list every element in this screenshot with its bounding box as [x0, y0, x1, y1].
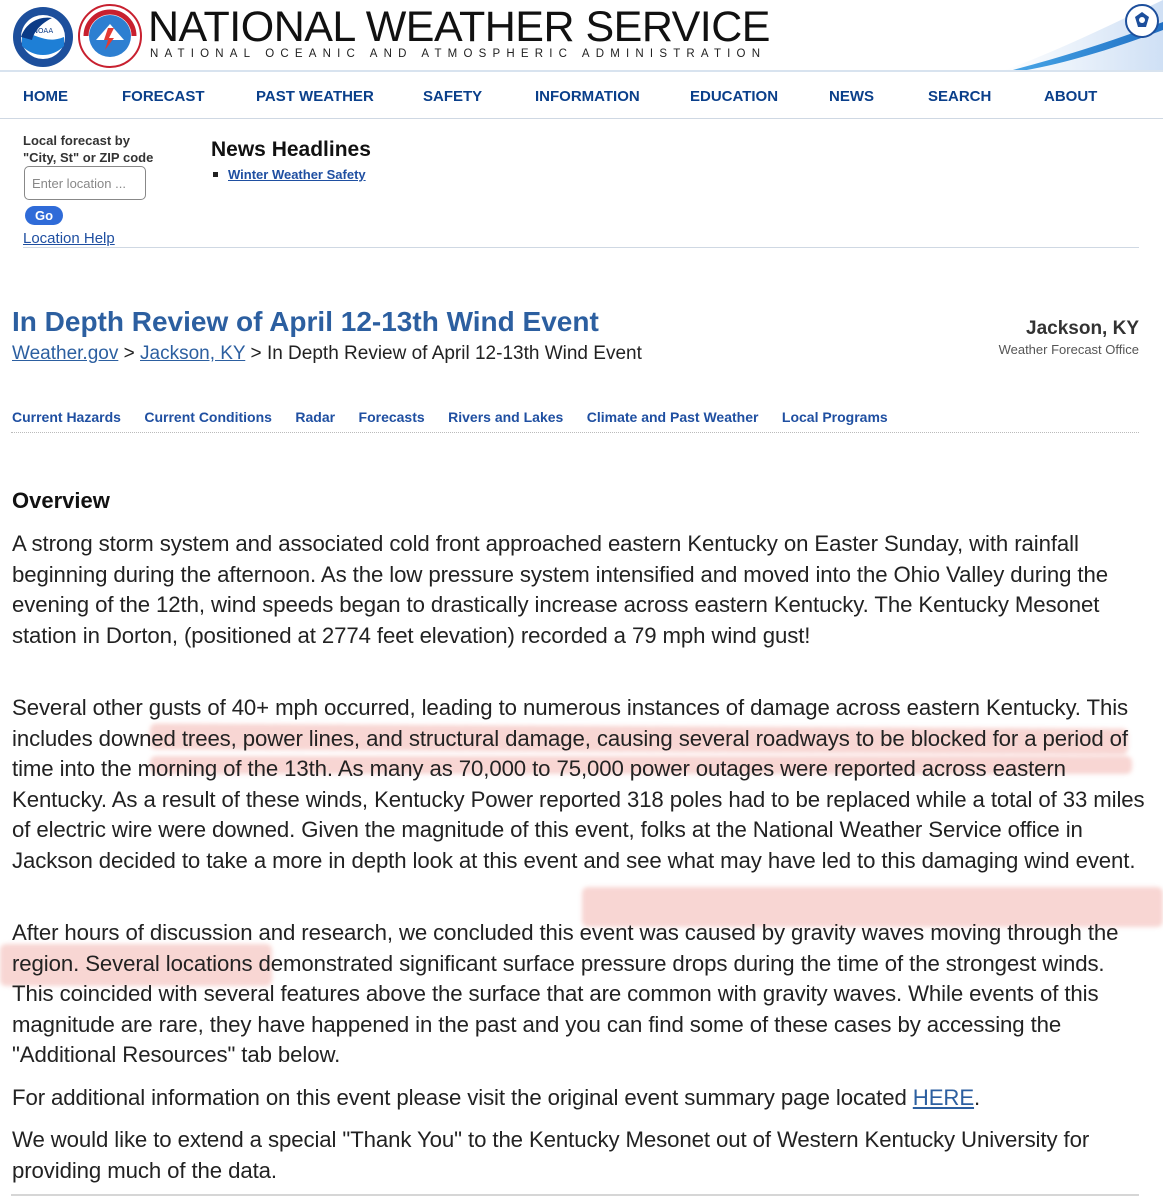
location-input[interactable] — [24, 166, 146, 200]
local-forecast-label-line1: Local forecast by — [23, 133, 130, 148]
subnav-divider — [11, 432, 1139, 433]
subnav-current-hazards[interactable]: Current Hazards — [12, 409, 121, 425]
commerce-seal-icon[interactable] — [1124, 3, 1160, 39]
paragraph-4 — [12, 1083, 1147, 1114]
nav-about[interactable]: ABOUT — [1044, 88, 1098, 105]
go-button[interactable]: Go — [25, 206, 63, 225]
nav-education[interactable]: EDUCATION — [690, 88, 779, 105]
forecast-divider — [23, 247, 1139, 248]
event-summary-link[interactable]: HERE — [912, 1085, 975, 1110]
noaa-logo[interactable] — [12, 6, 74, 68]
site-subtitle: NATIONAL OCEANIC AND ATMOSPHERIC ADMINISTRATION — [150, 48, 767, 60]
breadcrumb-separator: > — [123, 343, 135, 364]
local-forecast-label-line2: "City, St" or ZIP code — [23, 150, 154, 165]
site-title: NATIONAL WEATHER SERVICE — [148, 3, 770, 51]
breadcrumb-separator: > — [250, 343, 262, 364]
subnav-forecasts[interactable]: Forecasts — [358, 409, 425, 425]
nav-forecast[interactable]: FORECAST — [122, 88, 205, 105]
paragraph-2: Several other gusts of 40+ mph occurred, leading to numerous instances of damage across eastern Kentucky. This includes downed trees, power lines, and structural damage, causing several roadways to be blocked for a period of time into the morning of the 13th. As many as 70,000 to 75,000 power outages were reported across eastern Kentucky. As a result of these winds, Kentucky Power reported 318 poles had to be replaced while a total of 33 miles of electric wire were downed. Given the magnitude of this event, folks at the National Weather Service office in Jackson decided to take a more in depth look at this event and see what may have led to this damaging wind event. — [12, 695, 1145, 873]
paragraph-5: We would like to extend a special "Thank You" to the Kentucky Mesonet out of Western Kentucky University for providing much of the data. — [12, 1127, 1090, 1183]
subnav-radar[interactable]: Radar — [295, 409, 336, 425]
content-bottom-border — [11, 1194, 1139, 1196]
paragraph-4-text: For additional information on this event please visit the original event summary page located — [12, 1085, 913, 1110]
nws-logo[interactable] — [78, 4, 142, 68]
location-help-link[interactable]: Location Help — [23, 230, 115, 247]
office-type: Weather Forecast Office — [998, 342, 1139, 357]
subnav-climate-past-weather[interactable]: Climate and Past Weather — [586, 409, 759, 425]
nav-news[interactable]: NEWS — [829, 88, 874, 105]
office-subnav — [12, 409, 907, 429]
subnav-rivers-lakes[interactable]: Rivers and Lakes — [448, 409, 564, 425]
paragraph-1: A strong storm system and associated cold front approached eastern Kentucky on Easter Sunday, with rainfall beginning during the afternoon. As the low pressure system intensified and moved into the Ohio Valley during the evening of the 12th, wind speeds began to drastically increase across eastern Kentucky. The Kentucky Mesonet station in Dorton, (positioned at 2774 feet elevation) recorded a 79 mph wind gust! — [12, 531, 1108, 648]
paragraph-3: After hours of discussion and research, we concluded this event was caused by gravity waves moving through the region. Several locations demonstrated significant surface pressure drops during the time of the strongest winds. This coincided with several features above the surface that are common with gravity waves. While events of this magnitude are rare, they have happened in the past and you can find some of these cases by accessing the "Additional Resources" tab below. — [12, 920, 1119, 1067]
office-city: Jackson, KY — [1026, 318, 1139, 339]
subnav-local-programs[interactable]: Local Programs — [781, 409, 888, 425]
nav-information[interactable]: INFORMATION — [535, 88, 640, 105]
nav-home[interactable]: HOME — [23, 88, 68, 105]
noaa-logo-text: NOAA — [32, 27, 54, 35]
breadcrumb — [12, 343, 642, 365]
nav-safety[interactable]: SAFETY — [423, 88, 483, 105]
breadcrumb-current: In Depth Review of April 12-13th Wind Event — [266, 343, 642, 364]
page-title: In Depth Review of April 12-13th Wind Event — [12, 306, 599, 337]
breadcrumb-jackson[interactable]: Jackson, KY — [140, 343, 246, 364]
site-header — [0, 0, 1163, 72]
local-forecast-label — [23, 132, 183, 166]
main-nav — [0, 84, 1163, 112]
nav-divider — [0, 118, 1163, 119]
bullet-icon — [213, 172, 218, 177]
news-list-item — [213, 167, 366, 182]
nav-past-weather[interactable]: PAST WEATHER — [256, 88, 374, 105]
paragraph-4-end: . — [974, 1085, 981, 1110]
overview-heading: Overview — [12, 488, 110, 513]
nav-search[interactable]: SEARCH — [928, 88, 992, 105]
news-headlines-heading: News Headlines — [211, 138, 371, 161]
subnav-current-conditions[interactable]: Current Conditions — [144, 409, 272, 425]
breadcrumb-weather-gov[interactable]: Weather.gov — [12, 343, 119, 364]
news-link-winter-safety[interactable]: Winter Weather Safety — [228, 167, 366, 182]
